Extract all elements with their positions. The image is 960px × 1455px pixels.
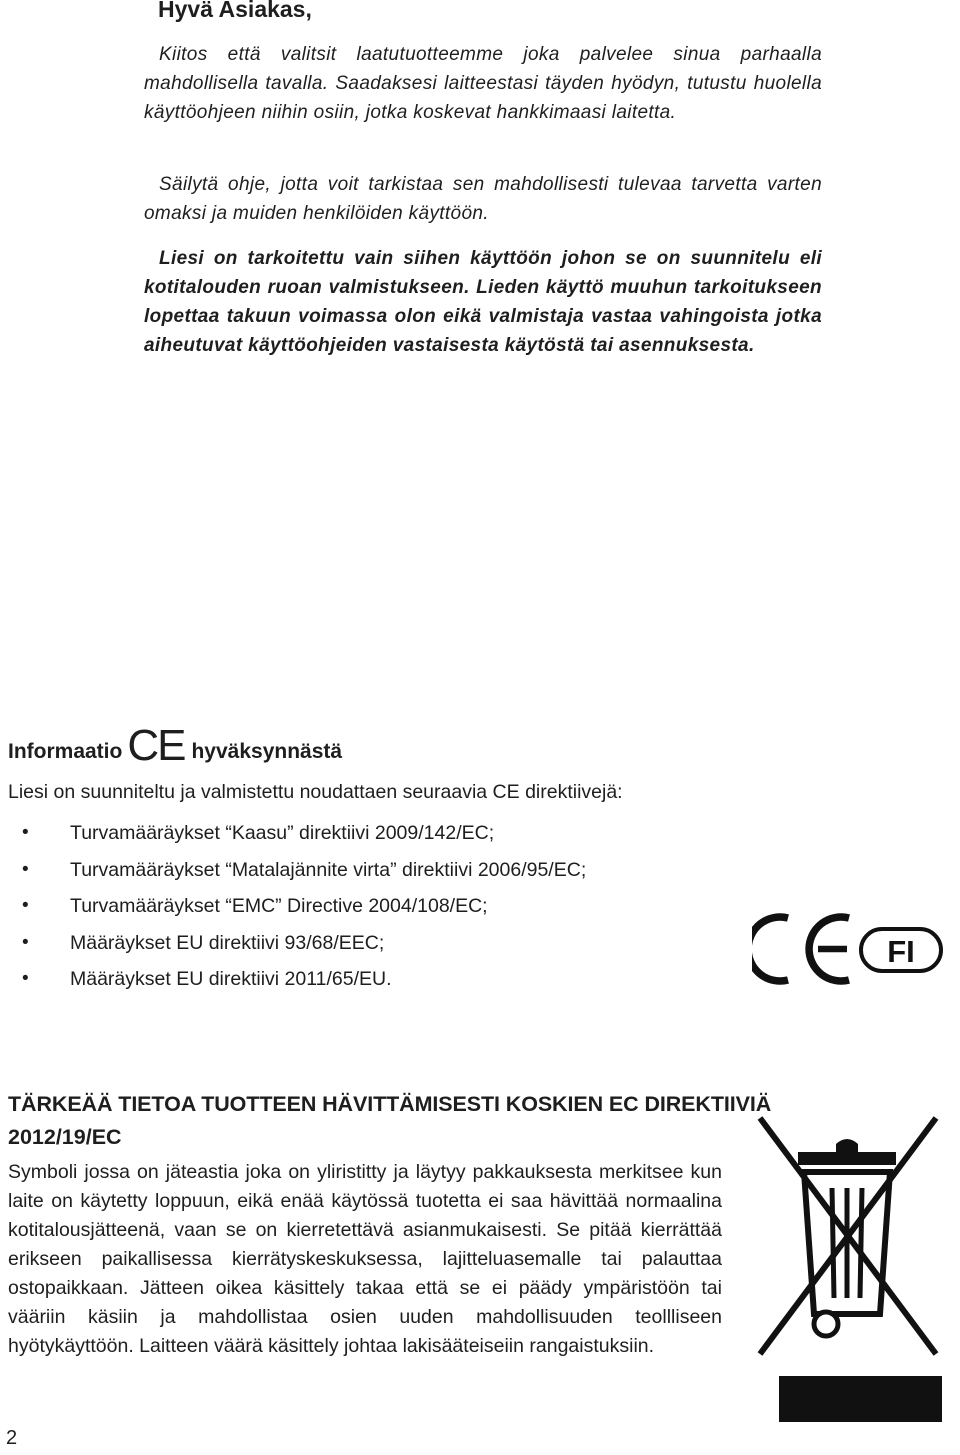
directive-text: Turvamääräykset “EMC” Directive 2004/108/EC;	[70, 895, 488, 917]
bullet-icon: •	[22, 931, 29, 953]
directive-list-item	[0, 852, 740, 889]
weee-body-text: Symboli jossa on jäteastia joka on yliristitty ja läytyy pakkauksesta merkitsee kun laite on käytetty loppuun, eikä enää käytössä tuotetta ei saa hävittää normaalina kotitalousjätteenä, vaan se on kierretettävä asianmukaisesti. Se pitää kierrättää erikseen paikallisessa kierrätyskeskuksessa, lajitteluasemalle tai palauttaa ostopaikkaan. Jätteen oikea käsittely takaa että se ei päädy ympäristöön tai vääriin käsiin ja mahdollistaa osien uuden mahdollisuuden teollliseen hyötykäyttöön. Laitteen väärä käsittely johtaa lakisääteiseiin rangaistuksiin.	[8, 1161, 722, 1357]
directive-text: Määräykset EU direktiivi 2011/65/EU.	[70, 968, 392, 990]
fi-country-code: FI	[887, 934, 915, 969]
directive-list-item	[0, 815, 740, 852]
directive-list-item	[0, 961, 740, 998]
directive-text: Turvamääräykset “Kaasu” direktiivi 2009/142/EC;	[70, 822, 495, 844]
fi-country-badge	[861, 929, 941, 971]
bullet-icon: •	[22, 822, 29, 843]
intro-paragraph-intended-use-text: Liesi on tarkoitettu vain siihen käyttöön johon se on suunnitelu eli kotitalouden ruoan valmistukseen. Lieden käyttö muuhun tarkoitukseen lopettaa takuun voimassa olon eikä valmistaja vastaa vahingoista jotka aiheutuvat käyttöohjeiden vastaisesta käytöstä tai asennuksesta.	[144, 248, 822, 356]
directive-list-item	[0, 925, 740, 962]
intro-paragraph-thanks	[144, 40, 822, 127]
bullet-icon: •	[22, 968, 29, 989]
intro-paragraph-intended-use	[144, 244, 822, 360]
ce-section-heading	[8, 720, 343, 770]
ce-fi-logo	[752, 913, 944, 985]
weee-heading-line2: 2012/19/EC	[8, 1125, 122, 1149]
ce-heading-mark: CE	[127, 721, 185, 770]
directive-list	[0, 815, 740, 998]
directive-text: Määräykset EU direktiivi 93/68/EEC;	[70, 931, 385, 954]
directive-list-item	[0, 888, 740, 925]
bullet-icon: •	[22, 858, 29, 880]
ce-intro-text: Liesi on suunniteltu ja valmistettu noudattaen seuraavia CE direktiivejä:	[8, 781, 623, 803]
crossed-out-wheelie-bin-icon	[752, 1110, 944, 1360]
greeting-heading: Hyvä Asiakas,	[158, 0, 312, 22]
weee-heading-line1: TÄRKEÄÄ TIETOA TUOTTEEN HÄVITTÄMISESTI KOSKIEN EC DIREKTIIVIÄ	[8, 1092, 772, 1116]
ce-heading-before: Informaatio	[8, 740, 123, 763]
ce-mark-icon	[752, 917, 849, 981]
bullet-icon: •	[22, 895, 29, 916]
page-number: 2	[6, 1427, 18, 1449]
ce-heading-after: hyväksynnästä	[191, 740, 343, 763]
intro-paragraph-keep-manual	[144, 170, 822, 228]
intro-paragraph-thanks-rest: Saadaksesi laitteestasi täyden hyödyn, tutustu huolella käyttöohjeen niihin osiin, jotka koskevat hankkimaasi laitetta.	[144, 73, 822, 123]
weee-solid-bar	[779, 1376, 942, 1422]
intro-paragraph-thanks-first: Kiitos että valitsit laatutuotteemme joka palvelee sinua parhaalla mahdollisella tavalla.	[144, 44, 822, 94]
directive-text: Turvamääräykset “Matalajännite virta” direktiivi 2006/95/EC;	[70, 858, 587, 881]
intro-paragraph-keep-manual-text: Säilytä ohje, jotta voit tarkistaa sen mahdollisesti tulevaa tarvetta varten omaksi ja muiden henkilöiden käyttöön.	[144, 174, 822, 224]
